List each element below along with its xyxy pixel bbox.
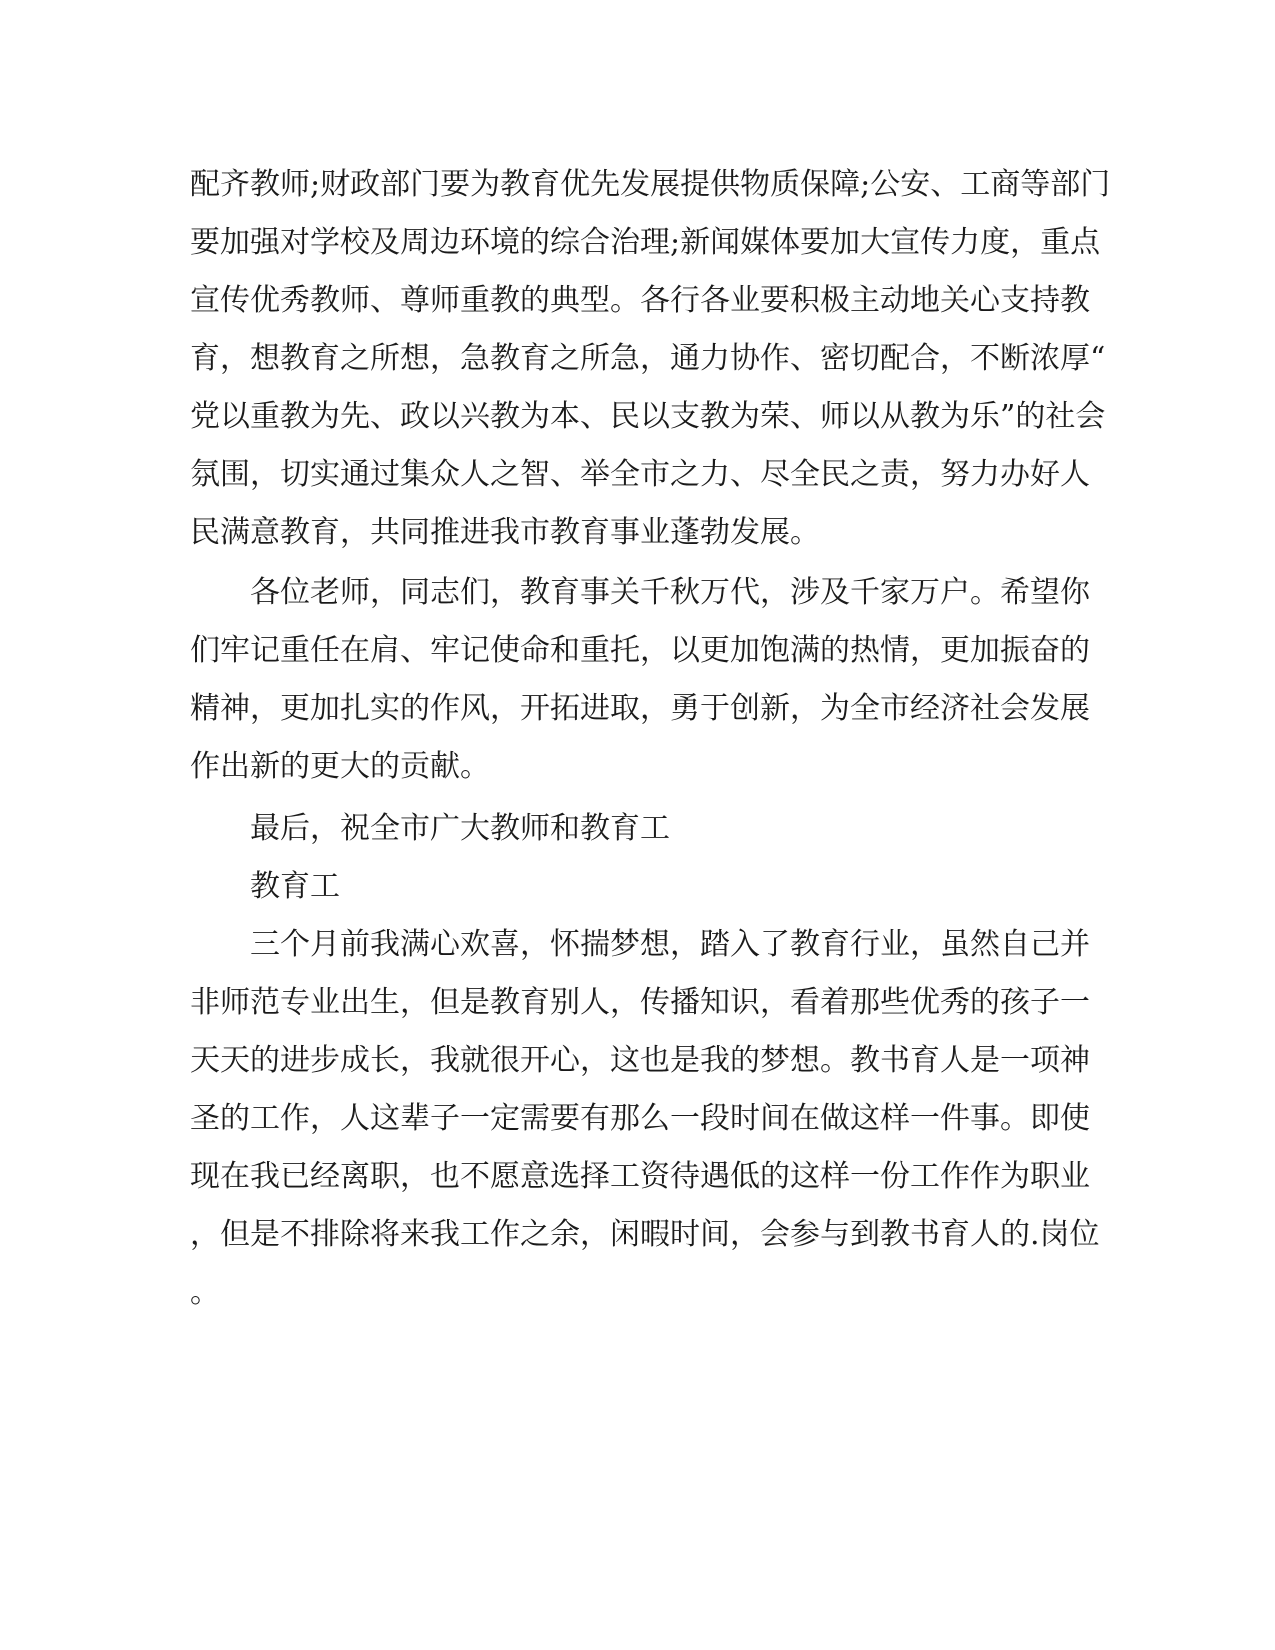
- text-line: 们牢记重任在肩、牢记使命和重托，以更加饱满的热情，更加振奋的: [190, 633, 1090, 668]
- text-line: 作出新的更大的贡献。: [190, 749, 490, 784]
- text-line: 现在我已经离职，也不愿意选择工资待遇低的这样一份工作作为职业: [190, 1159, 1090, 1194]
- paragraph-first-line: 三个月前我满心欢喜，怀揣梦想，踏入了教育行业，虽然自己并: [250, 927, 1090, 962]
- text-line: ，但是不排除将来我工作之余，闲暇时间，会参与到教书育人的.岗位: [190, 1217, 1100, 1252]
- text-line: 精神，更加扎实的作风，开拓进取，勇于创新，为全市经济社会发展: [190, 691, 1090, 726]
- text-line: 育，想教育之所想，急教育之所急，通力协作、密切配合，不断浓厚“: [190, 341, 1106, 376]
- text-line: 党以重教为先、政以兴教为本、民以支教为荣、师以从教为乐”的社会: [190, 399, 1106, 434]
- text-line: 。: [190, 1275, 220, 1310]
- text-line: 要加强对学校及周边环境的综合治理;新闻媒体要加大宣传力度，重点: [190, 225, 1101, 260]
- text-line: 圣的工作，人这辈子一定需要有那么一段时间在做这样一件事。即使: [190, 1101, 1090, 1136]
- text-line: 宣传优秀教师、尊师重教的典型。各行各业要积极主动地关心支持教: [190, 283, 1090, 318]
- paragraph-first-line: 最后，祝全市广大教师和教育工: [250, 811, 670, 846]
- text-line: 氛围，切实通过集众人之智、举全市之力、尽全民之责，努力办好人: [190, 457, 1090, 492]
- text-line: 民满意教育，共同推进我市教育事业蓬勃发展。: [190, 515, 820, 550]
- text-line: 天天的进步成长，我就很开心，这也是我的梦想。教书育人是一项神: [190, 1043, 1090, 1078]
- text-line: 非师范专业出生，但是教育别人，传播知识，看着那些优秀的孩子一: [190, 985, 1090, 1020]
- paragraph-first-line: 各位老师，同志们，教育事关千秋万代，涉及千家万户。希望你: [250, 575, 1090, 610]
- paragraph-first-line: 教育工: [250, 869, 340, 904]
- text-line: 配齐教师;财政部门要为教育优先发展提供物质保障;公安、工商等部门: [190, 167, 1111, 202]
